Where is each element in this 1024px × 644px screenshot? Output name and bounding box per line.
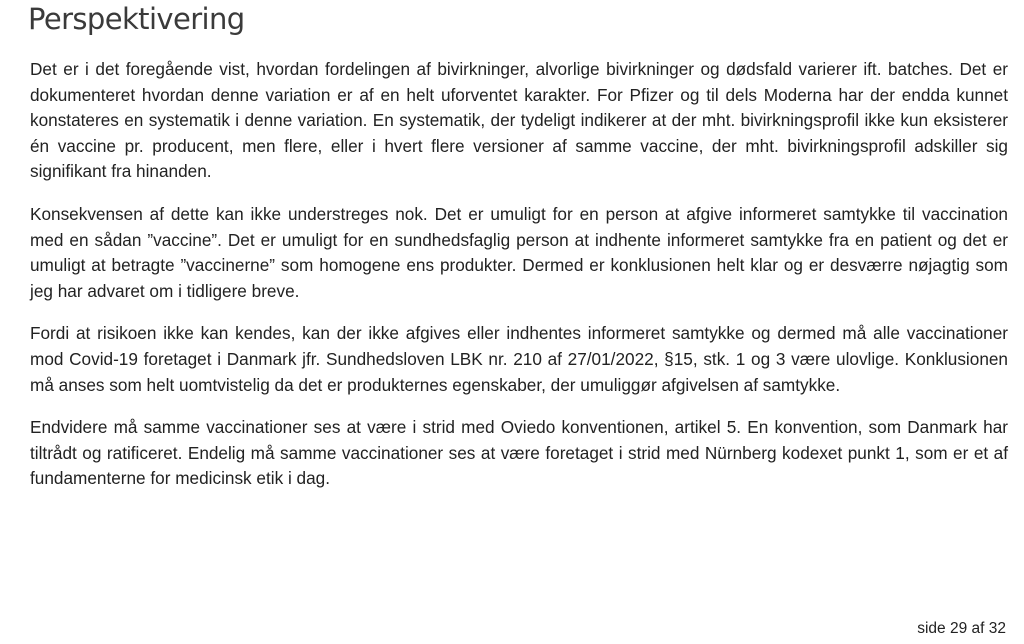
paragraph-1: Det er i det foregående vist, hvordan fordelingen af bivirkninger, alvorlige bivirkninger og dødsfald varierer ift. batches. Det er dokumenteret hvordan denne variation er af en helt uforventet karakter. For Pfizer og til dels Moderna har der endda kunnet konstateres en systematik i denne variation. En systematik, der tydeligt indikerer at der mht. bivirkningsprofil ikke kun eksisterer én vaccine pr. producent, men flere, eller i hvert flere versioner af samme vaccine, der mht. bivirkningsprofil adskiller sig signifikant fra hinanden. xyxy=(30,59,1008,182)
body-text xyxy=(30,57,1008,509)
paragraph-4: Endvidere må samme vaccinationer ses at være i strid med Oviedo konventionen, artikel 5. En konvention, som Danmark har tiltrådt og ratificeret. Endelig må samme vaccinationer ses at være foretaget i strid med Nürnberg kodexet punkt 1, som er et af fundamenterne for medicinsk etik i dag. xyxy=(30,417,1008,489)
section-heading: Perspektivering xyxy=(28,2,245,36)
page-number: side 29 af 32 xyxy=(917,620,1006,637)
paragraph-3: Fordi at risikoen ikke kan kendes, kan der ikke afgives eller indhentes informeret samtykke og dermed må alle vaccinationer mod Covid-19 foretaget i Danmark jfr. Sundhedsloven LBK nr. 210 af 27/01/2022, §15, stk. 1 og 3 være ulovlige. Konklusionen må anses som helt uomtvistelig da det er produkternes egenskaber, der umuliggør afgivelsen af samtykke. xyxy=(30,323,1008,395)
paragraph-2: Konsekvensen af dette kan ikke understreges nok. Det er umuligt for en person at afgive informeret samtykke til vaccination med en sådan ”vaccine”. Det er umuligt for en sundhedsfaglig person at indhente informeret samtykke fra en patient og det er umuligt at betragte ”vaccinerne” som homogene ens produkter. Dermed er konklusionen helt klar og er desværre nøjagtig som jeg har advaret om i tidligere breve. xyxy=(30,203,1008,301)
